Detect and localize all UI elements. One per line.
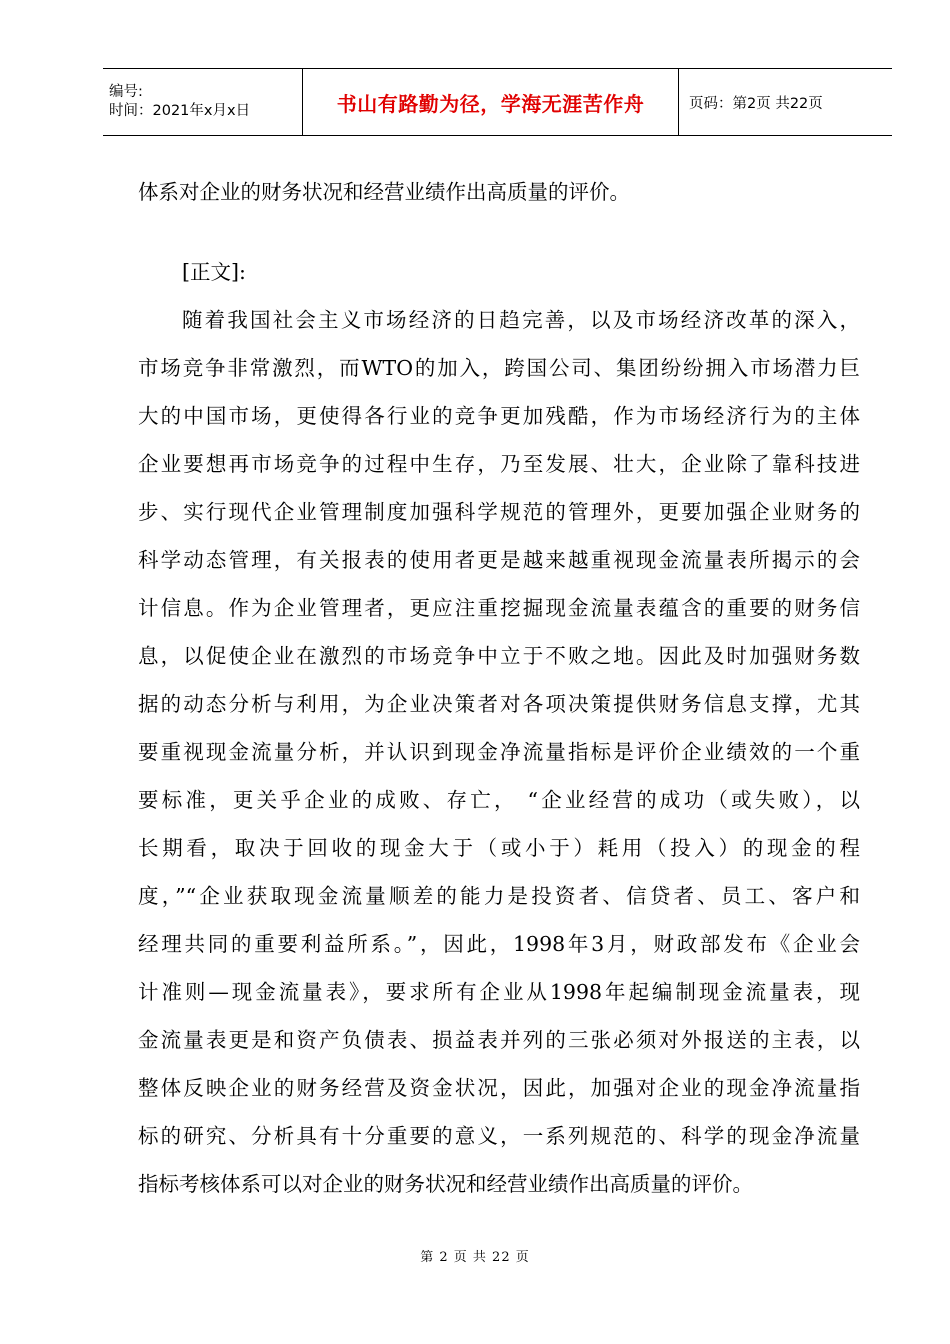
paragraph-line: 市场竞争非常激烈，而WTO的加入，跨国公司、集团纷纷拥入市场潜力巨 — [138, 356, 860, 380]
paragraph-line: 要标准，更关乎企业的成败、存亡， “企业经营的成功（或失败），以 — [138, 788, 860, 812]
motto-text: 书山有路勤为径，学海无涯苦作舟 — [336, 91, 645, 116]
section-marker: [正文]: — [182, 260, 246, 284]
paragraph-line: 计信息。作为企业管理者，更应注重挖掘现金流量表蕴含的重要的财务信 — [138, 596, 860, 620]
paragraph-line: 金流量表更是和资产负债表、损益表并列的三张必须对外报送的主表，以 — [138, 1028, 860, 1052]
spacer — [138, 216, 860, 248]
header-motto — [303, 69, 679, 135]
paragraph-line: 整体反映企业的财务经营及资金状况，因此，加强对企业的现金净流量指 — [138, 1076, 860, 1100]
page-info-text: 页码：第2页 共22页 — [689, 95, 823, 112]
paragraph-line: 要重视现金流量分析，并认识到现金净流量指标是评价企业绩效的一个重 — [138, 740, 860, 764]
header-page-info — [679, 69, 892, 135]
main-paragraph — [138, 296, 860, 1208]
paragraph-line: 标的研究、分析具有十分重要的意义，一系列规范的、科学的现金净流量 — [138, 1124, 860, 1148]
paragraph-line: 科学动态管理，有关报表的使用者更是越来越重视现金流量表所揭示的会 — [138, 548, 860, 572]
document-body — [138, 168, 860, 1208]
intro-line: 体系对企业的财务状况和经营业绩作出高质量的评价。 — [138, 180, 630, 204]
paragraph-line: 计准则—现金流量表》，要求所有企业从1998年起编制现金流量表，现 — [138, 980, 860, 1004]
paragraph-line: 长期看，取决于回收的现金大于（或小于）耗用（投入）的现金的程 — [138, 836, 860, 860]
paragraph-line: 步、实行现代企业管理制度加强科学规范的管理外，更要加强企业财务的 — [138, 500, 860, 524]
paragraph-line: 指标考核体系可以对企业的财务状况和经营业绩作出高质量的评价。 — [138, 1172, 753, 1196]
page-header — [103, 68, 892, 136]
paragraph-line: 度，”“企业获取现金流量顺差的能力是投资者、信贷者、员工、客户和 — [138, 884, 860, 908]
paragraph-line: 随着我国社会主义市场经济的日趋完善，以及市场经济改革的深入， — [182, 308, 860, 332]
page-footer: 第 2 页 共 22 页 — [420, 1250, 530, 1265]
paragraph-line: 经理共同的重要利益所系。”，因此，1998年3月，财政部发布《企业会 — [138, 932, 860, 956]
paragraph-line: 企业要想再市场竞争的过程中生存，乃至发展、壮大，企业除了靠科技进 — [138, 452, 860, 476]
paragraph-line: 据的动态分析与利用，为企业决策者对各项决策提供财务信息支撑，尤其 — [138, 692, 860, 716]
paragraph-line: 息，以促使企业在激烈的市场竞争中立于不败之地。因此及时加强财务数 — [138, 644, 860, 668]
code-label: 编号: — [109, 84, 143, 100]
paragraph-line: 大的中国市场，更使得各行业的竞争更加残酷，作为市场经济行为的主体 — [138, 404, 860, 428]
time-label: 时间：2021年x月x日 — [109, 103, 251, 119]
header-meta — [103, 69, 303, 135]
